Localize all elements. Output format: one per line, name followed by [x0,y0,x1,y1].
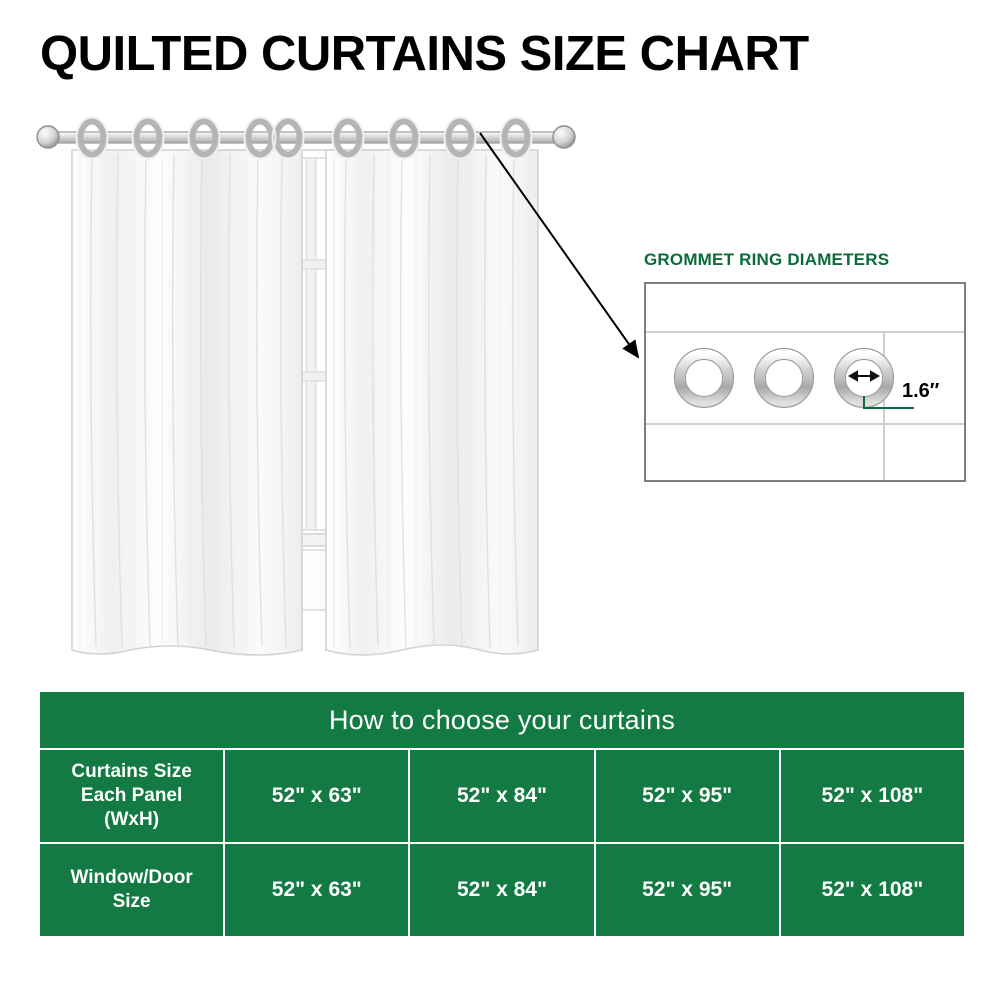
rod-finial-left [37,126,59,148]
table-cell: 52" x 84" [409,843,594,937]
grommet-panel-heading: GROMMET RING DIAMETERS [644,250,890,269]
curtain-panel-left [72,150,302,655]
grommet-ring [755,349,814,408]
grommet-diameter-label: 1.6″ [902,380,940,402]
row-label-line: (WxH) [104,808,160,830]
table-row [39,749,965,843]
row-label-line: Each Panel [80,785,183,807]
size-chart-table [38,690,966,938]
table-cell: 52" x 63" [224,749,409,843]
grommet-ring [675,349,734,408]
table-cell: 52" x 63" [224,843,409,937]
row-label-line: Curtains Size [71,761,192,783]
table-cell: 52" x 84" [409,749,594,843]
table-row [39,843,965,937]
row-label-curtain-size [39,749,224,843]
row-label-window-door-size [39,843,224,937]
table-cell: 52" x 108" [780,843,965,937]
table-cell: 52" x 95" [595,749,780,843]
row-label-line: Size [112,891,151,912]
table-cell: 52" x 95" [595,843,780,937]
row-label-line: Window/Door [70,867,193,889]
table-title: How to choose your curtains [39,691,965,749]
table-cell: 52" x 108" [780,749,965,843]
page-title: QUILTED CURTAINS SIZE CHART [40,27,809,81]
table-header-row [39,691,965,749]
grommet-detail-panel [640,250,970,490]
